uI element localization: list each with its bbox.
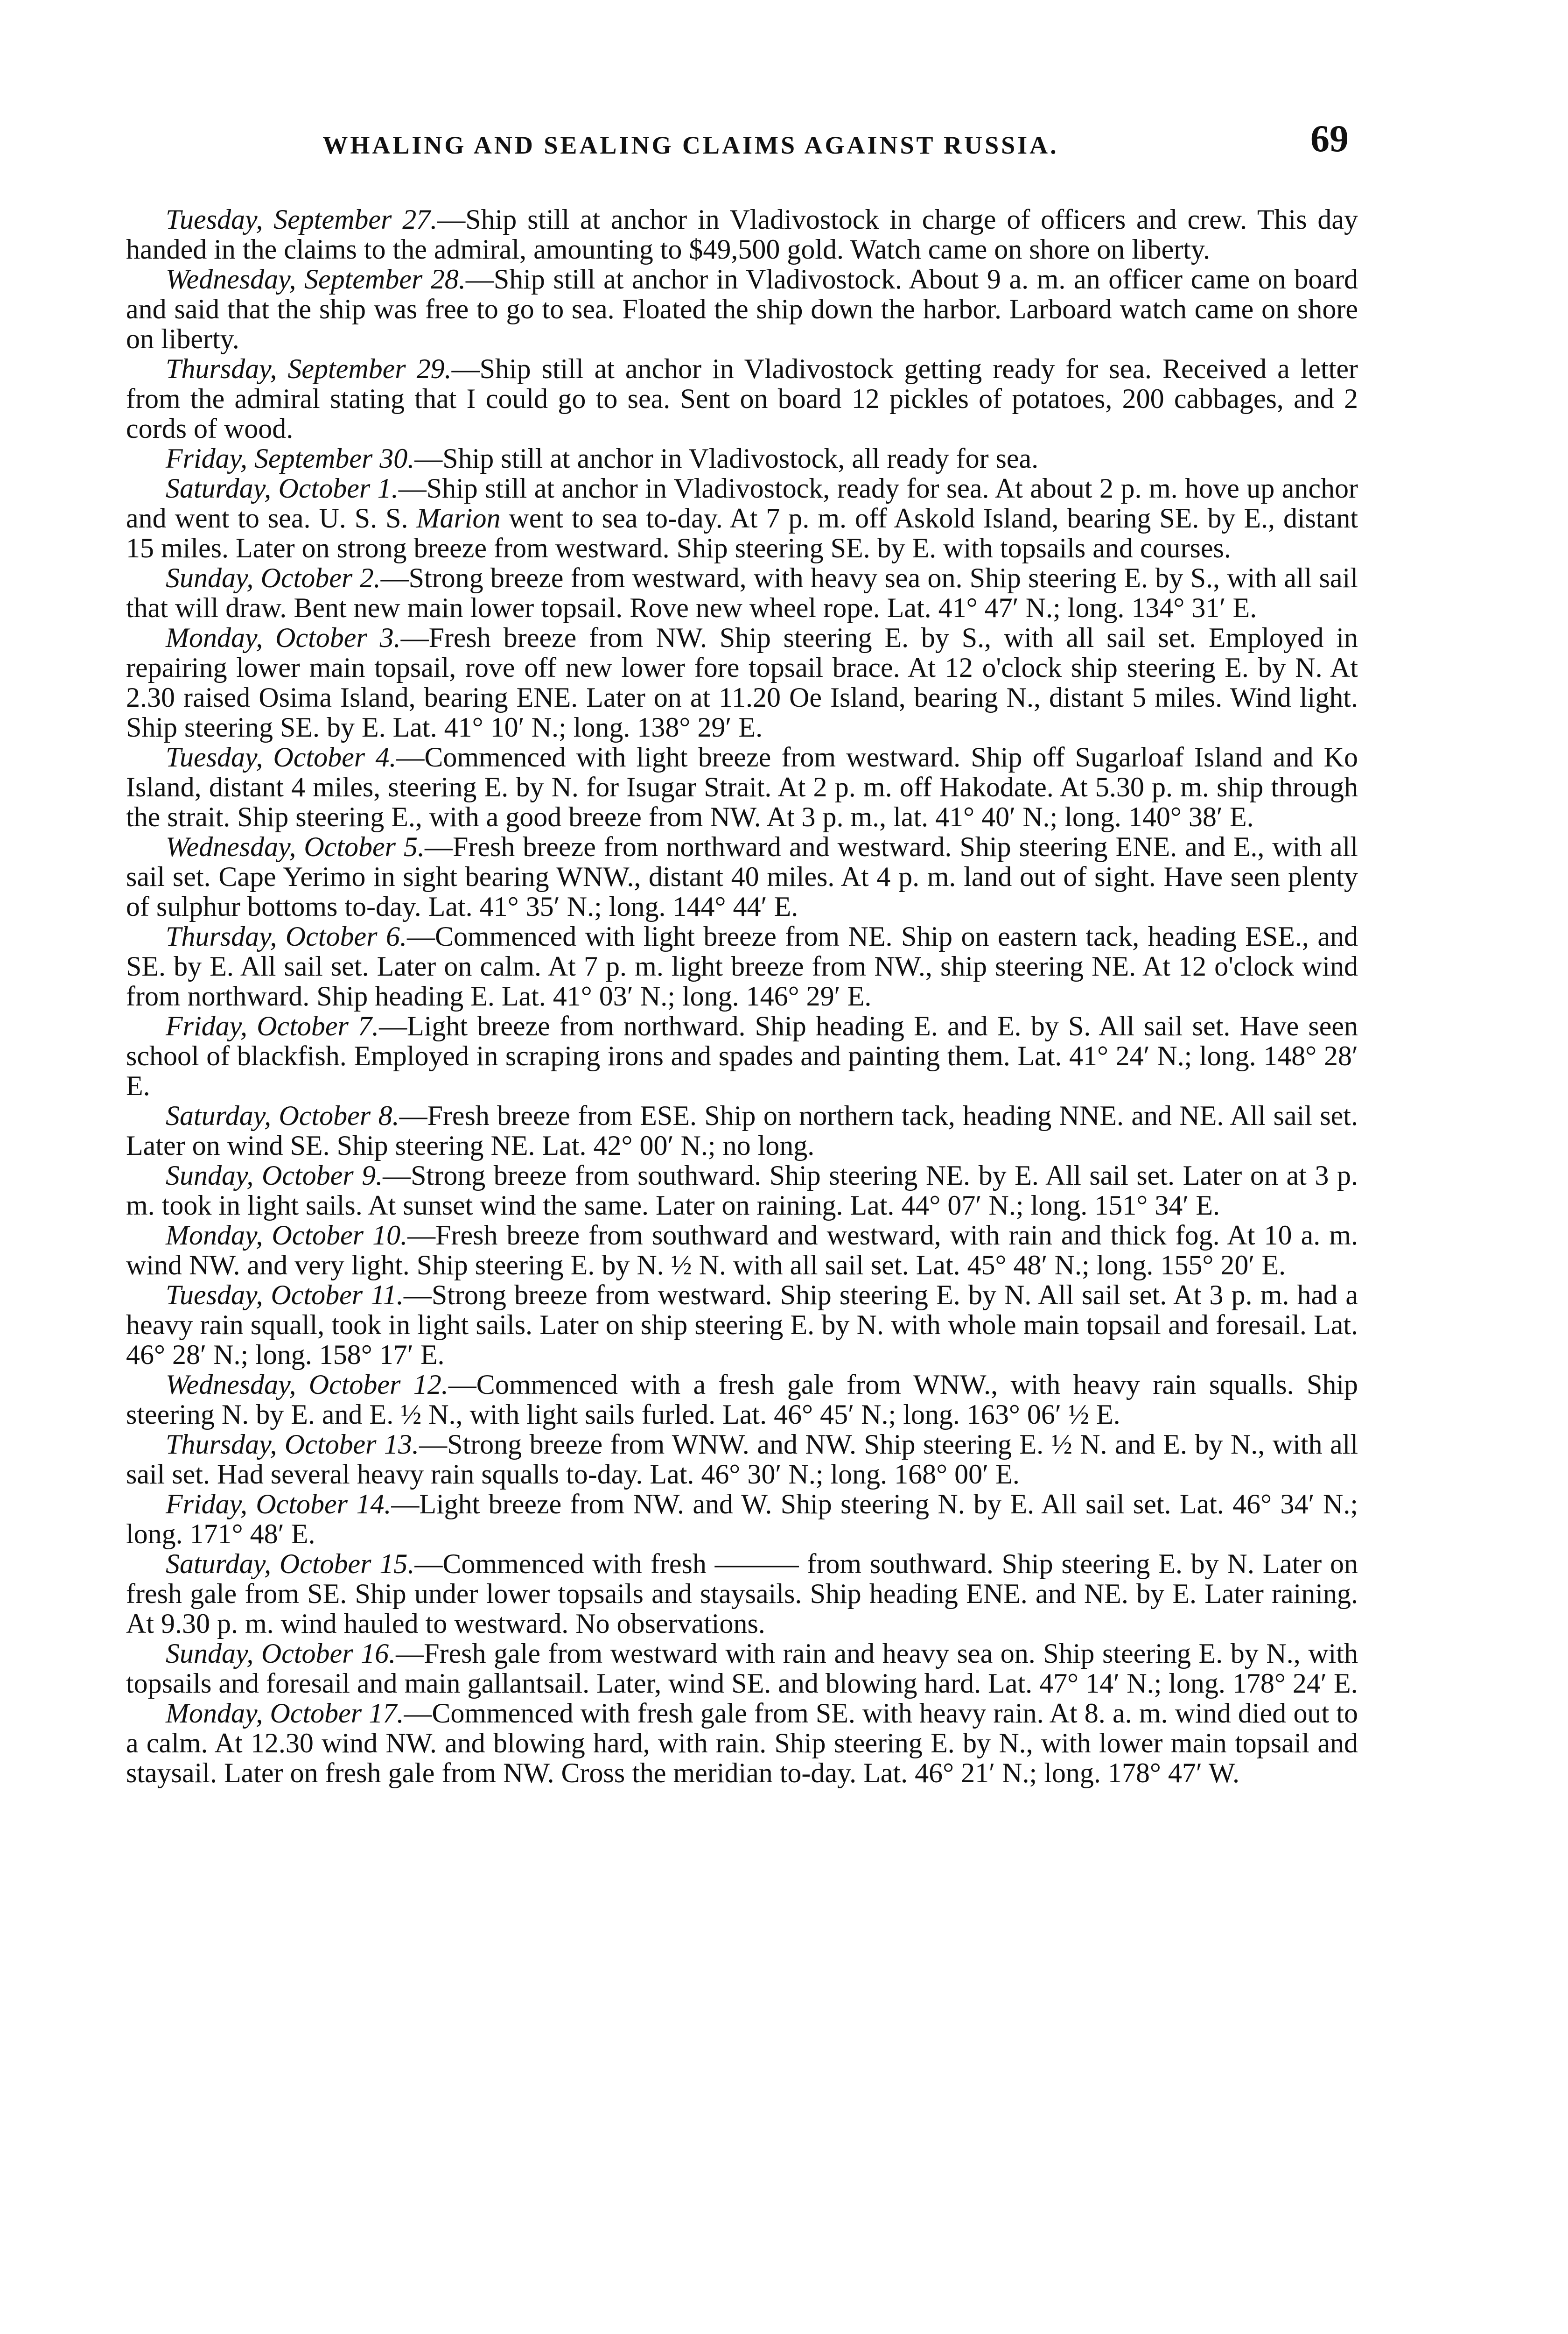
entry-date: Tuesday, September 27. [166,204,438,235]
entry-text: went to sea to-day. At 7 p. m. off Askold Island, bearing SE. by E., distant 15 miles. Later on strong breeze from westward. Ship steering SE. by E. with topsails and courses. [126,503,1358,563]
entry-date: Friday, September 30. [166,443,415,474]
log-entry [126,1220,1358,1280]
log-entry [126,742,1358,832]
entry-date: Monday, October 10. [166,1220,408,1251]
entry-text: —Ship still at anchor in Vladivostock getting ready for sea. Received a letter from the admiral stating that I could go to sea. Sent on board 12 pickles of potatoes, 200 cabbages, and 2 cords of wood. [126,353,1358,444]
entry-date: Thursday, October 6. [166,921,407,952]
entry-date: Friday, October 7. [166,1011,379,1041]
entry-date: Monday, October 17. [166,1698,404,1729]
log-entry [126,1638,1358,1698]
log-entry [126,473,1358,563]
entry-text: —Light breeze from NW. and W. Ship steering N. by E. All sail set. Lat. 46° 34′ N.; long. 171° 48′ E. [126,1489,1358,1549]
entry-text: —Strong breeze from westward. Ship steering E. by N. All sail set. At 3 p. m. had a heavy rain squall, took in light sails. Later on ship steering E. by N. with whole main topsail and foresail. Lat. 46° 28′ N.; long. 158° 17′ E. [126,1279,1358,1370]
log-entries [126,204,1358,1788]
entry-text: —Ship still at anchor in Vladivostock. About 9 a. m. an officer came on board and said that the ship was free to go to sea. Floated the ship down the harbor. Larboard watch came on shore on liberty. [126,264,1358,354]
log-entry [126,1549,1358,1638]
entry-text: —Commenced with light breeze from westward. Ship off Sugarloaf Island and Ko Island, distant 4 miles, steering E. by N. for Isugar Strait. At 2 p. m. off Hakodate. At 5.30 p. m. ship through the strait. Ship steering E., with a good breeze from NW. At 3 p. m., lat. 41° 40′ N.; long. 140° 38′ E. [126,742,1358,832]
entry-text: —Strong breeze from southward. Ship steering NE. by E. All sail set. Later on at 3 p. m. took in light sails. At sunset wind the same. Later on raining. Lat. 44° 07′ N.; long. 151° 34′ E. [126,1160,1358,1221]
log-entry [126,1280,1358,1370]
page-number: 69 [1310,117,1349,160]
entry-date: Saturday, October 1. [166,473,399,504]
entry-date: Wednesday, September 28. [166,264,466,295]
entry-text: —Light breeze from northward. Ship heading E. and E. by S. All sail set. Have seen school of blackfish. Employed in scraping irons and spades and painting them. Lat. 41° 24′ N.; long. 148° 28′ E. [126,1011,1358,1101]
log-entry [126,204,1358,264]
log-entry [126,832,1358,921]
entry-text: —Commenced with a fresh gale from WNW., with heavy rain squalls. Ship steering N. by E. and E. ½ N., with light sails furled. Lat. 46° 45′ N.; long. 163° 06′ ½ E. [126,1369,1358,1430]
entry-text: —Strong breeze from westward, with heavy sea on. Ship steering E. by S., with all sail that will draw. Bent new main lower topsail. Rove new wheel rope. Lat. 41° 47′ N.; long. 134° 31′ E. [126,562,1358,623]
entry-text: —Ship still at anchor in Vladivostock in charge of officers and crew. This day handed in the claims to the admiral, amounting to $49,500 gold. Watch came on shore on liberty. [126,204,1358,265]
log-entry [126,563,1358,623]
log-entry [126,443,1358,473]
log-entry [126,623,1358,742]
entry-date: Monday, October 3. [166,622,401,653]
ship-name: Marion [416,503,501,534]
log-entry [126,1698,1358,1788]
entry-date: Saturday, October 15. [166,1548,415,1579]
entry-date: Wednesday, October 12. [166,1369,448,1400]
entry-date: Friday, October 14. [166,1489,392,1519]
entry-date: Thursday, September 29. [166,353,452,384]
entry-date: Sunday, October 16. [166,1638,396,1669]
entry-text: —Commenced with light breeze from NE. Ship on eastern tack, heading ESE., and SE. by E. All sail set. Later on calm. At 7 p. m. light breeze from NW., ship steering NE. At 12 o'clock wind from northward. Ship heading E. Lat. 41° 03′ N.; long. 146° 29′ E. [126,921,1358,1012]
log-entry [126,1489,1358,1549]
entry-text: —Fresh gale from westward with rain and heavy sea on. Ship steering E. by N., with topsails and foresail and main gallantsail. Later, wind SE. and blowing hard. Lat. 47° 14′ N.; long. 178° 24′ E. [126,1638,1358,1699]
entry-date: Sunday, October 2. [166,562,381,593]
log-entry [126,1429,1358,1489]
entry-date: Wednesday, October 5. [166,831,425,862]
entry-text: —Commenced with fresh gale from SE. with heavy rain. At 8. a. m. wind died out to a calm. At 12.30 wind NW. and blowing hard, with rain. Ship steering E. by N., with lower main topsail and staysail. Later on fresh gale from NW. Cross the meridian to-day. Lat. 46° 21′ N.; long. 178° 47′ W. [126,1698,1358,1788]
entry-date: Sunday, October 9. [166,1160,383,1191]
log-entry [126,1011,1358,1101]
log-entry [126,1160,1358,1220]
log-entry [126,921,1358,1011]
log-entry [126,1101,1358,1160]
log-entry [126,354,1358,443]
log-entry [126,264,1358,354]
entry-text: —Fresh breeze from NW. Ship steering E. by S., with all sail set. Employed in repairing lower main topsail, rove off new lower fore topsail brace. At 12 o'clock ship steering E. by N. At 2.30 raised Osima Island, bearing ENE. Later on at 11.20 Oe Island, bearing N., distant 5 miles. Wind light. Ship steering SE. by E. Lat. 41° 10′ N.; long. 138° 29′ E. [126,622,1358,743]
page-header [126,117,1349,168]
entry-date: Tuesday, October 4. [166,742,397,773]
entry-text: —Strong breeze from WNW. and NW. Ship steering E. ½ N. and E. by N., with all sail set. Had several heavy rain squalls to-day. Lat. 46° 30′ N.; long. 168° 00′ E. [126,1429,1358,1490]
entry-date: Saturday, October 8. [166,1100,399,1131]
entry-date: Tuesday, October 11. [166,1279,404,1310]
entry-text: —Fresh breeze from ESE. Ship on northern tack, heading NNE. and NE. All sail set. Later on wind SE. Ship steering NE. Lat. 42° 00′ N.; no long. [126,1100,1358,1161]
entry-text: —Fresh breeze from southward and westward, with rain and thick fog. At 10 a. m. wind NW. and very light. Ship steering E. by N. ½ N. with all sail set. Lat. 45° 48′ N.; long. 155° 20′ E. [126,1220,1358,1280]
entry-text: —Ship still at anchor in Vladivostock, ready for sea. At about 2 p. m. hove up anchor and went to sea. U. S. S. [126,473,1358,534]
entry-text: —Ship still at anchor in Vladivostock, all ready for sea. [414,443,1039,474]
entry-text: —Commenced with fresh ——— from southward. Ship steering E. by N. Later on fresh gale from SE. Ship under lower topsails and staysails. Ship heading ENE. and NE. by E. Later raining. At 9.30 p. m. wind hauled to westward. No observations. [126,1548,1358,1639]
running-title: WHALING AND SEALING CLAIMS AGAINST RUSSIA. [322,131,1059,159]
entry-date: Thursday, October 13. [166,1429,420,1460]
entry-text: —Fresh breeze from northward and westward. Ship steering ENE. and E., with all sail set. Cape Yerimo in sight bearing WNW., distant 40 miles. At 4 p. m. land out of sight. Have seen plenty of sulphur bottoms to-day. Lat. 41° 35′ N.; long. 144° 44′ E. [126,831,1358,922]
log-entry [126,1370,1358,1429]
